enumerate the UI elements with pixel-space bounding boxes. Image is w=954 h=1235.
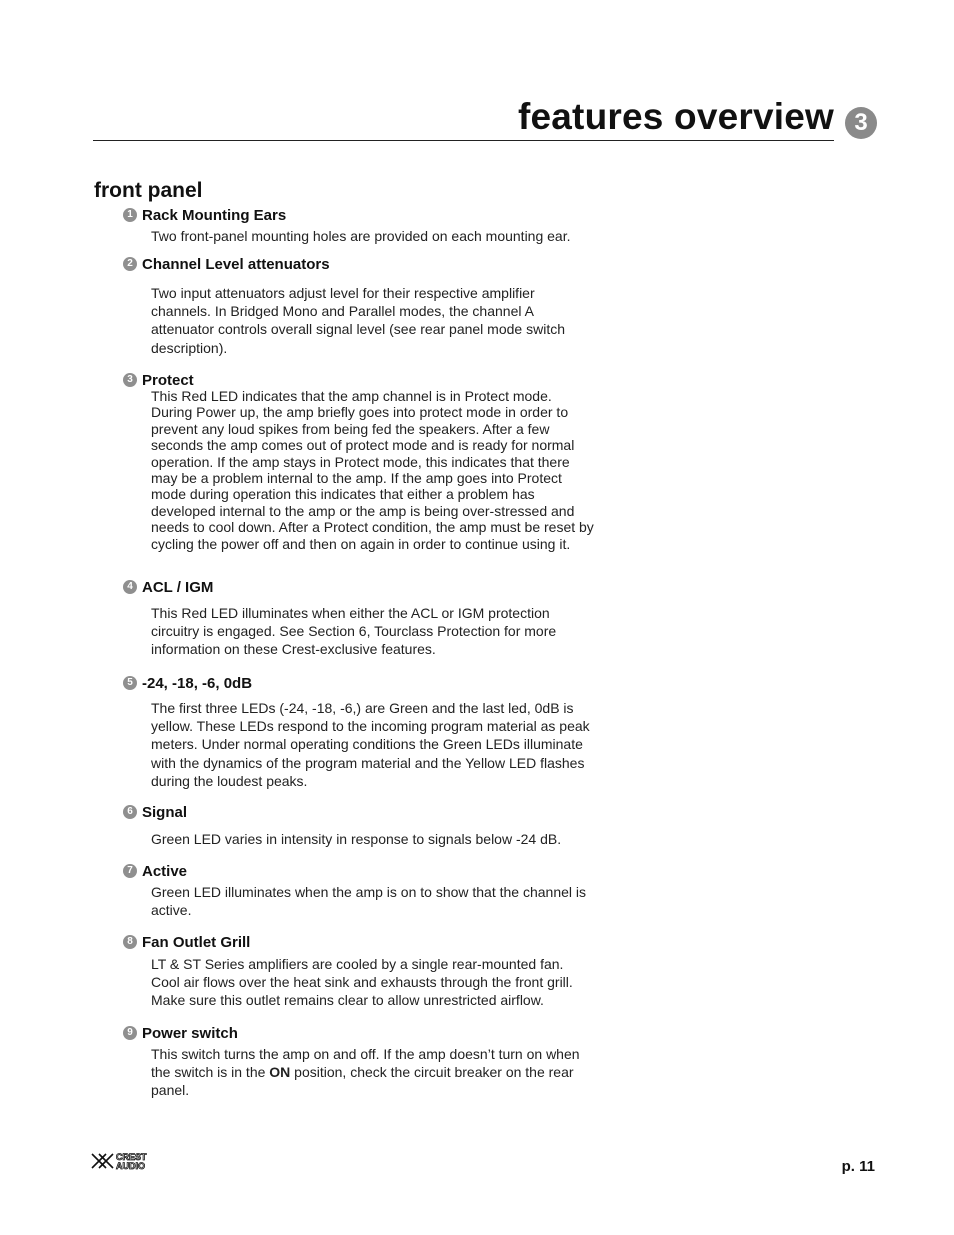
header-rule [93, 140, 834, 141]
item-description [151, 1045, 593, 1100]
page-number: p. 11 [841, 1158, 875, 1175]
feature-item-power-switch [123, 1023, 603, 1100]
item-number-badge: 3 [123, 373, 137, 387]
item-title: Power switch [142, 1024, 238, 1042]
item-description: Green LED illuminates when the amp is on to show that the channel is active. [151, 884, 587, 919]
section-title: front panel [94, 179, 203, 202]
item-number-badge: 7 [123, 864, 137, 878]
item-number-badge: 8 [123, 935, 137, 949]
item-title: ACL / IGM [142, 578, 214, 596]
feature-item-channel-level-attenuators [123, 254, 603, 357]
chapter-number-badge: 3 [845, 107, 877, 139]
feature-item-active [123, 861, 603, 919]
item-number-badge: 1 [123, 208, 137, 222]
item-title: Protect [142, 371, 194, 389]
feature-item-acl-igm [123, 577, 603, 659]
crest-audio-logo [90, 1151, 160, 1171]
crest-audio-logo-icon [90, 1151, 160, 1171]
item-description-text: This switch turns the amp on and off. If the amp doesn’t turn on when the switch is in the [151, 1046, 580, 1081]
item-description: Two front-panel mounting holes are provided on each mounting ear. [151, 228, 571, 244]
item-title: Signal [142, 803, 188, 821]
item-title: Fan Outlet Grill [142, 933, 251, 951]
item-description: This Red LED indicates that the amp channel is in Protect mode. During Power up, the amp briefly goes into protect mode in order to prevent any loud spikes from being fed the speakers. After a few seconds the amp comes out of protect mode and is ready for normal operation. If the amp stays in Protect mode, this indicates that there may be a problem internal to the amp. If the amp goes into Protect mode during operation this indicates that either a problem has developed internal to the amp or the amp is being over-stressed and needs to cool down. After a Protect condition, the amp must be reset by cycling the power off and then on again in order to continue using it. [151, 388, 594, 552]
chapter-title: features overview [517, 96, 834, 137]
item-description: Two input attenuators adjust level for their respective amplifier channels. In Bridged Mono and Parallel modes, the channel A attenuator controls overall signal level (see rear panel mode switch description). [151, 285, 565, 356]
item-number-badge: 4 [123, 580, 137, 594]
item-number-badge: 6 [123, 805, 137, 819]
feature-item-fan-outlet-grill [123, 932, 603, 1010]
item-description: Green LED varies in intensity in response to signals below -24 dB. [151, 831, 562, 847]
feature-item-protect [123, 370, 603, 552]
item-title: -24, -18, -6, 0dB [142, 674, 253, 692]
logo-text-crest: CREST [116, 1152, 147, 1162]
item-number-badge: 9 [123, 1026, 137, 1040]
item-title: Channel Level attenuators [142, 255, 330, 273]
item-description: The first three LEDs (-24, -18, -6,) are Green and the last led, 0dB is yellow. These LEDs respond to the incoming program material as peak meters. Under normal operating conditions the Green LEDs illuminate with the dynamics of the program material and the Yellow LED flashes during the loudest peaks. [151, 700, 590, 789]
item-title: Rack Mounting Ears [142, 206, 287, 224]
logo-text-audio: AUDIO [116, 1161, 145, 1171]
item-number-badge: 2 [123, 257, 137, 271]
item-description: This Red LED illuminates when either the ACL or IGM protection circuitry is engaged. See Section 6, Tourclass Protection for more information on these Crest-exclusive features. [151, 605, 557, 658]
feature-item-level-meters [123, 673, 603, 790]
item-description: LT & ST Series amplifiers are cooled by a single rear-mounted fan. Cool air flows over the heat sink and exhausts through the front grill. Make sure this outlet remains clear to allow unrestricted airflow. [151, 956, 573, 1009]
item-title: Active [142, 862, 188, 880]
item-description-text-end: position, check the circuit breaker on the rear panel. [151, 1064, 574, 1099]
item-number-badge: 5 [123, 676, 137, 690]
feature-item-signal [123, 802, 603, 848]
feature-item-rack-mounting-ears [123, 205, 603, 245]
item-description-bold-on: ON [269, 1064, 291, 1081]
